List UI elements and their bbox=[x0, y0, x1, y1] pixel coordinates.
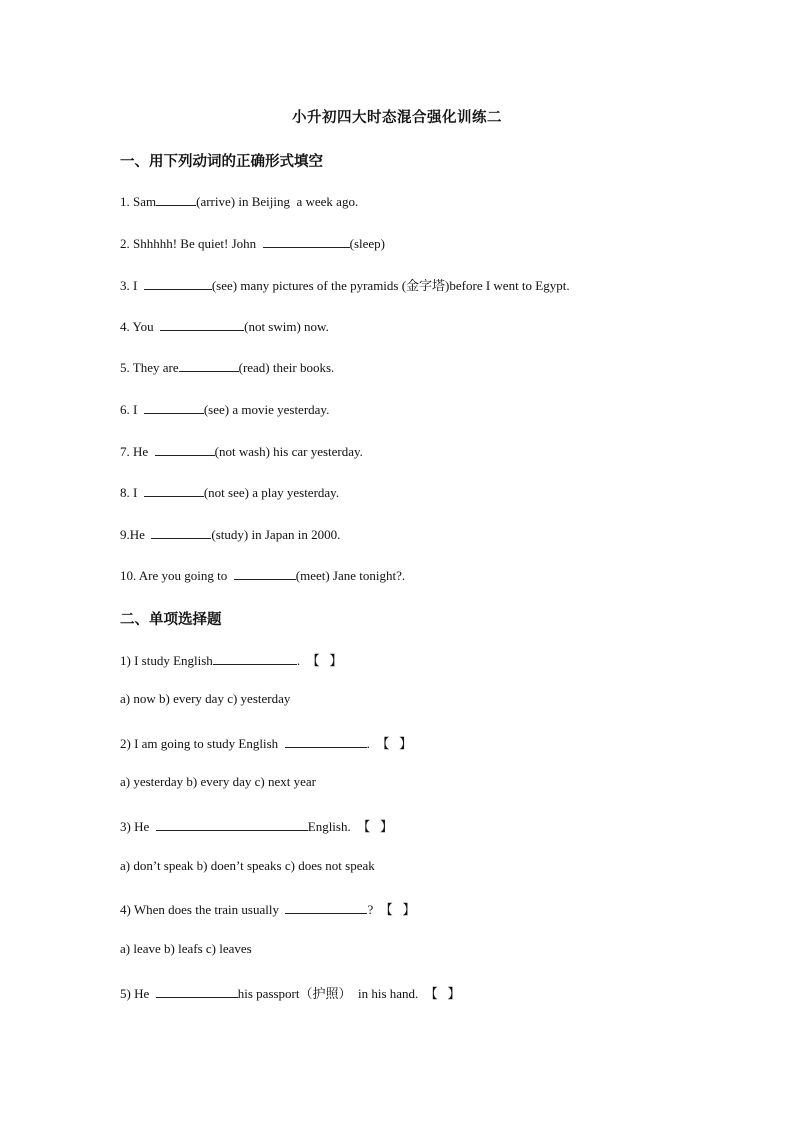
question-text: 3) He bbox=[120, 819, 156, 834]
question-text: 4) When does the train usually bbox=[120, 902, 286, 917]
answer-blank[interactable] bbox=[155, 442, 215, 456]
item-text: (not swim) now. bbox=[244, 319, 329, 334]
item-text: 4. You bbox=[120, 319, 161, 334]
fill-item-10 bbox=[120, 566, 405, 584]
choice-options-1: a) now b) every day c) yesterday bbox=[120, 691, 291, 706]
answer-blank[interactable] bbox=[160, 317, 244, 331]
choice-question-5 bbox=[120, 983, 461, 1002]
choice-options-2: a) yesterday b) every day c) next year bbox=[120, 774, 316, 789]
item-text: 5. They are bbox=[120, 360, 179, 375]
item-text: (see) many pictures of the pyramids (金字塔)before I went to Egypt. bbox=[211, 278, 570, 293]
fill-item-4 bbox=[120, 317, 329, 335]
fill-item-7 bbox=[120, 442, 363, 460]
fill-item-8 bbox=[120, 483, 339, 501]
fill-item-9 bbox=[120, 525, 340, 543]
item-text: 2. Shhhhh! Be quiet! John bbox=[120, 236, 263, 251]
item-text: 8. I bbox=[120, 485, 144, 500]
item-text: (not wash) his car yesterday. bbox=[214, 444, 363, 459]
choice-options-3: a) don’t speak b) doen’t speaks c) does not speak bbox=[120, 858, 375, 873]
choice-question-3 bbox=[120, 816, 393, 835]
question-text: ? 【 】 bbox=[367, 902, 416, 917]
question-text: . 【 】 bbox=[366, 736, 413, 751]
fill-item-1 bbox=[120, 192, 358, 210]
question-text: 2) I am going to study English bbox=[120, 736, 285, 751]
answer-blank[interactable] bbox=[144, 400, 204, 414]
question-text: 5) He bbox=[120, 986, 156, 1001]
answer-blank[interactable] bbox=[156, 817, 308, 831]
choice-question-4 bbox=[120, 899, 416, 918]
fill-item-5 bbox=[120, 358, 334, 376]
item-text: (see) a movie yesterday. bbox=[203, 402, 330, 417]
item-text: 10. Are you going to bbox=[120, 568, 234, 583]
answer-blank[interactable] bbox=[144, 483, 204, 497]
question-text: his passport（护照） in his hand. 【 】 bbox=[237, 986, 461, 1001]
choice-question-1 bbox=[120, 650, 342, 669]
choice-options-4: a) leave b) leafs c) leaves bbox=[120, 941, 252, 956]
item-text: (not see) a play yesterday. bbox=[203, 485, 340, 500]
answer-blank[interactable] bbox=[156, 984, 238, 998]
answer-blank[interactable] bbox=[151, 525, 211, 539]
section1-heading: 一、用下列动词的正确形式填空 bbox=[120, 154, 323, 170]
answer-blank[interactable] bbox=[179, 358, 239, 372]
item-text: (study) in Japan in 2000. bbox=[211, 527, 341, 542]
item-text: (meet) Jane tonight?. bbox=[295, 568, 406, 583]
answer-blank[interactable] bbox=[285, 900, 367, 914]
answer-blank[interactable] bbox=[156, 192, 196, 206]
section2-heading: 二、单项选择题 bbox=[120, 612, 222, 628]
fill-item-2 bbox=[120, 234, 385, 252]
answer-blank[interactable] bbox=[213, 651, 297, 665]
answer-blank[interactable] bbox=[285, 734, 367, 748]
item-text: 6. I bbox=[120, 402, 144, 417]
fill-item-3 bbox=[120, 275, 570, 294]
page-title: 小升初四大时态混合强化训练二 bbox=[292, 110, 502, 126]
question-text: 1) I study English bbox=[120, 653, 213, 668]
answer-blank[interactable] bbox=[144, 276, 212, 290]
item-text: 9.He bbox=[120, 527, 152, 542]
item-text: (arrive) in Beijing a week ago. bbox=[196, 194, 359, 209]
question-text: . 【 】 bbox=[296, 653, 343, 668]
item-text: (read) their books. bbox=[238, 360, 335, 375]
answer-blank[interactable] bbox=[263, 234, 350, 248]
item-text: 1. Sam bbox=[120, 194, 157, 209]
fill-item-6 bbox=[120, 400, 329, 418]
answer-blank[interactable] bbox=[234, 566, 296, 580]
question-text: English. 【 】 bbox=[307, 819, 393, 834]
choice-question-2 bbox=[120, 733, 412, 752]
item-text: (sleep) bbox=[349, 236, 386, 251]
item-text: 3. I bbox=[120, 278, 144, 293]
item-text: 7. He bbox=[120, 444, 155, 459]
